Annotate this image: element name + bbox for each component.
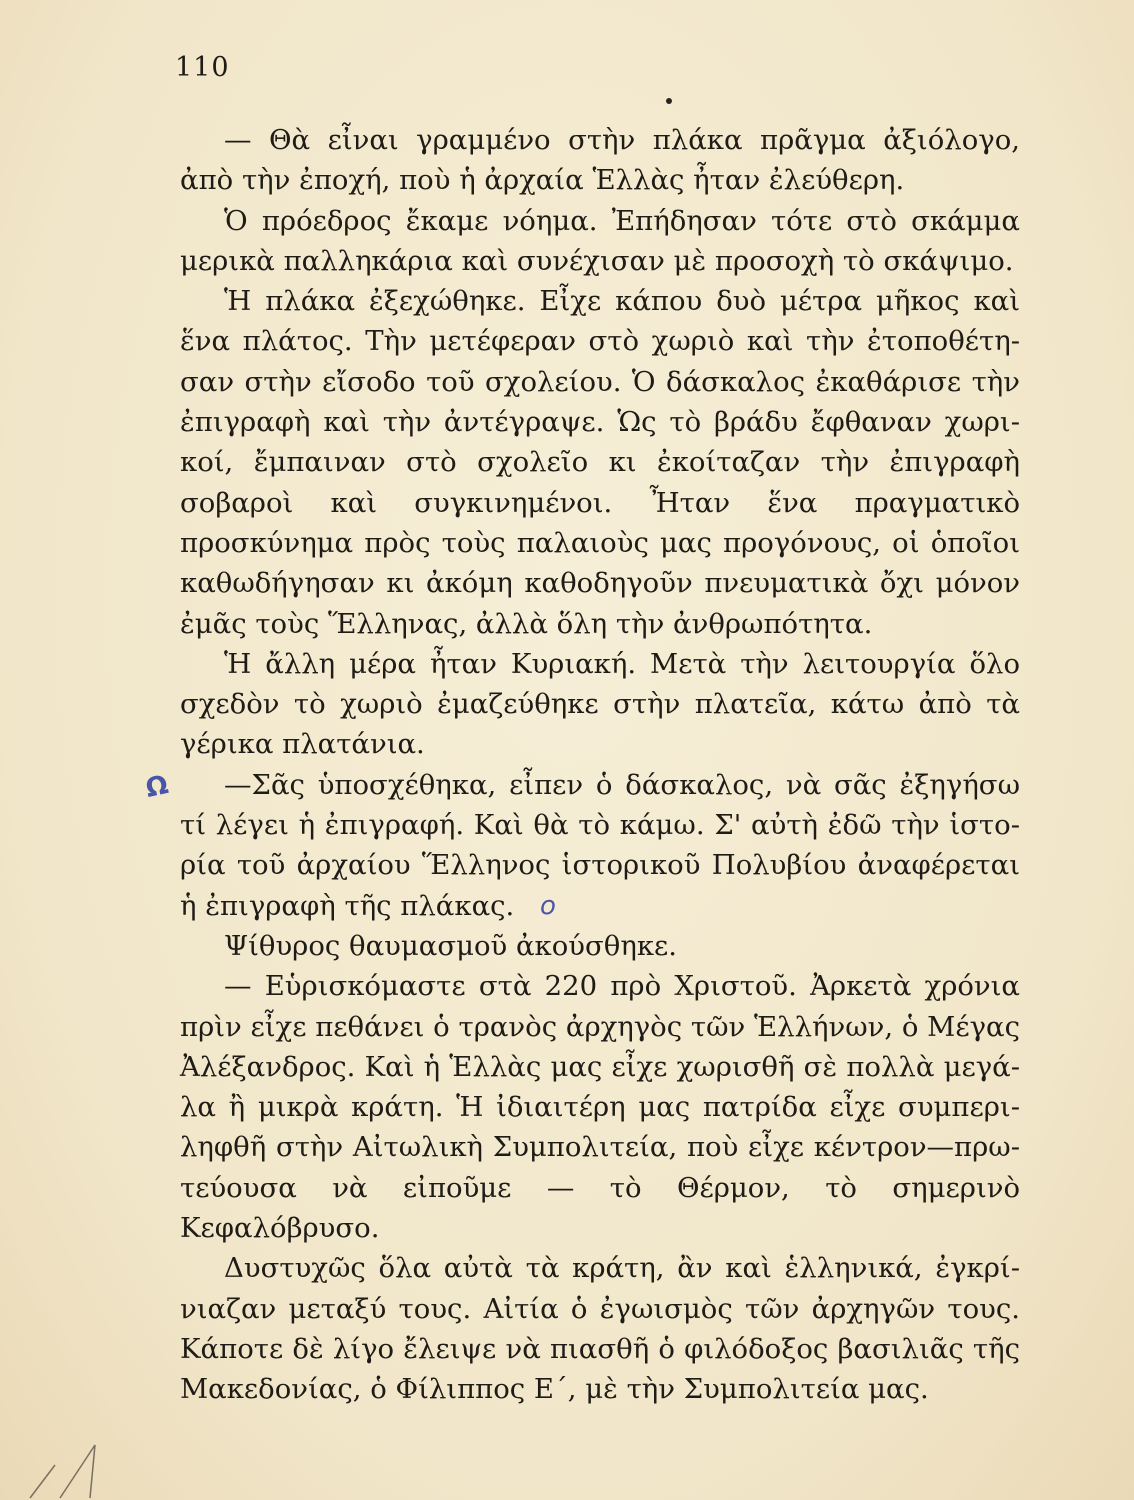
page-number: 110 [175, 52, 230, 83]
paragraph-3: Ἡ πλάκα ἐξεχώθηκε. Εἶχε κάπου δυὸ μέτρα μῆκος καὶ ἕνα πλάτος. Τὴν μετέφεραν στὸ χωριὸ καὶ τὴν ἐτοποθέτησαν στὴν εἴσοδο τοῦ σχολείου. Ὁ δάσκαλος ἐκαθάρισε τὴν ἐπιγραφὴ καὶ τὴν ἀντέγραψε. Ὡς τὸ βράδυ ἔφθαναν χωρικοί, ἔμπαιναν στὸ σχολεῖο κι ἐκοίταζαν τὴν ἐπιγραφὴ σοβαροὶ καὶ συγκινημένοι. Ἦταν ἕνα πραγματικὸ προσκύνημα πρὸς τοὺς παλαιοὺς μας προγόνους, οἱ ὁποῖοι καθωδήγησαν κι ἀκόμη καθοδηγοῦν πνευματικὰ ὄχι μόνον ἐμᾶς τοὺς Ἕλληνας, ἀλλὰ ὅλη τὴν ἀνθρωπότητα. [180, 285, 1020, 640]
pencil-annotation-left: Ω [143, 770, 171, 804]
paragraph-4: Ἡ ἄλλη μέρα ἦταν Κυριακή. Μετὰ τὴν λειτουργία ὅλο σχεδὸν τὸ χωριὸ ἐμαζεύθηκε στὴν πλατεῖα, κάτω ἀπὸ τὰ γέρικα πλατάνια. [180, 647, 1020, 761]
paragraph-2: Ὁ πρόεδρος ἔκαμε νόημα. Ἐπήδησαν τότε στὸ σκάμμα μερικὰ παλληκάρια καὶ συνέχισαν μὲ προσοχὴ τὸ σκάψιμο. [180, 204, 1020, 277]
paragraph-6: Ψίθυρος θαυμασμοῦ ἀκούσθηκε. [224, 929, 677, 962]
body-text [180, 120, 1020, 1410]
margin-scribble-icon [0, 1440, 120, 1500]
ink-dot [666, 98, 672, 104]
paragraph-5: —Σᾶς ὑποσχέθηκα, εἶπεν ὁ δάσκαλος, νὰ σᾶς ἐξηγήσω τί λέγει ἡ ἐπιγραφή. Καὶ θὰ τὸ κάμω. Σ' αὐτὴ ἐδῶ τὴν ἱστορία τοῦ ἀρχαίου Ἕλληνος ἱστορικοῦ Πολυβίου ἀναφέρεται ἡ ἐπιγραφὴ τῆς πλάκας. [180, 768, 1020, 922]
paragraph-8: Δυστυχῶς ὅλα αὐτὰ τὰ κράτη, ἂν καὶ ἑλληνικά, ἐγκρίνιαζαν μεταξύ τους. Αἰτία ὁ ἐγωισμὸς τῶν ἀρχηγῶν τους. Κάποτε δὲ λίγο ἔλειψε νὰ πιασθῆ ὁ φιλόδοξος βασιλιᾶς τῆς Μακεδονίας, ὁ Φίλιππος Ε΄, μὲ τὴν Συμπολιτεία μας. [180, 1252, 1020, 1406]
paragraph-7: — Εὑρισκόμαστε στὰ 220 πρὸ Χριστοῦ. Ἀρκετὰ χρόνια πρὶν εἶχε πεθάνει ὁ τρανὸς ἀρχηγὸς τῶν Ἑλλήνων, ὁ Μέγας Ἀλέξανδρος. Καὶ ἡ Ἑλλὰς μας εἶχε χωρισθῆ σὲ πολλὰ μεγάλα ἢ μικρὰ κράτη. Ἡ ἰδιαιτέρη μας πατρίδα εἶχε συμπεριληφθῆ στὴν Αἰτωλικὴ Συμπολιτεία, ποὺ εἶχε κέντρον—πρωτεύουσα νὰ εἰποῦμε — τὸ Θέρμον, τὸ σημερινὸ Κεφαλόβρυσο. [180, 970, 1020, 1245]
paragraph-1: — Θὰ εἶναι γραμμένο στὴν πλάκα πρᾶγμα ἀξιόλογο, ἀπὸ τὴν ἐποχή, ποὺ ἡ ἀρχαία Ἑλλὰς ἦταν ἐλεύθερη. [180, 124, 1020, 197]
pencil-annotation-right: ο [540, 891, 556, 921]
